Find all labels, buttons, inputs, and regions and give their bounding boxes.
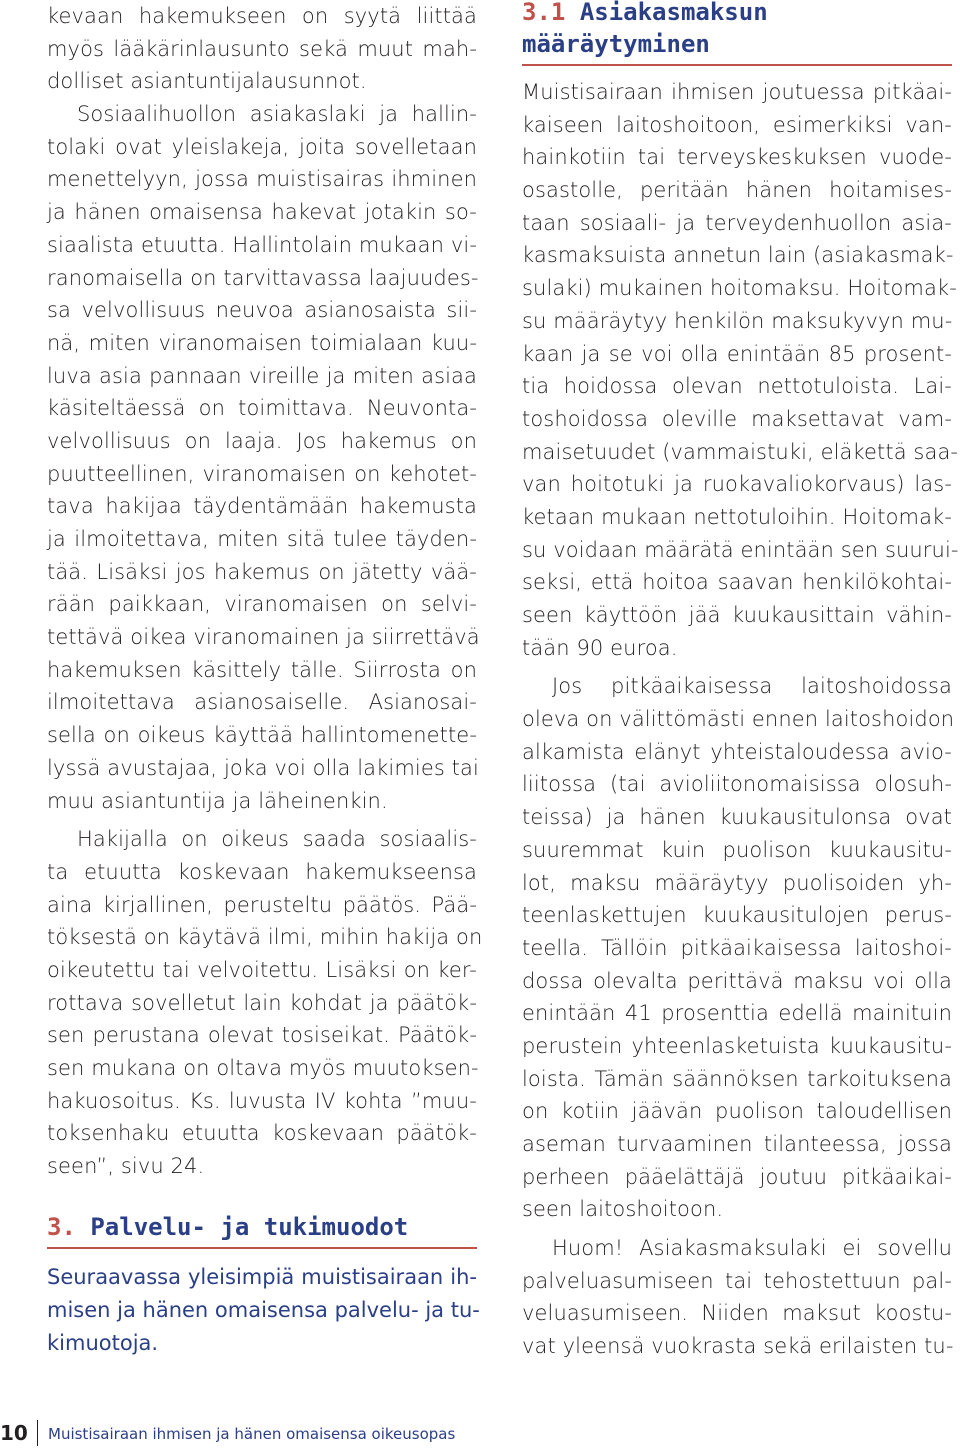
text-line: oleva on välittömästi ennen laitoshoidon xyxy=(522,707,955,732)
text-line: hakuosoitus. Ks. luvusta IV kohta ”muu- xyxy=(47,1088,477,1113)
text-line: Seuraavassa yleisimpiä muistisairaan ih- xyxy=(47,1264,477,1289)
text-line: ranomaisella on tarvittavassa laajuudes- xyxy=(47,265,479,290)
text-line: misen ja hänen omaisensa palvelu- ja tu- xyxy=(47,1297,480,1322)
subsection-heading-rule xyxy=(522,64,952,66)
subsection-title-line: määräytyminen xyxy=(522,30,710,58)
text-line: menettelyyn, jossa muistisairas ihminen xyxy=(47,167,477,192)
text-line: taan sosiaali- ja terveydenhuollon asia- xyxy=(522,210,952,235)
text-line: lot, maksu määräytyy puolisoiden yh- xyxy=(522,870,952,895)
text-line: van hoitotuki ja ruokavaliokorvaus) las- xyxy=(522,472,952,497)
left-column xyxy=(47,0,483,1360)
text-line: Sosiaalihuollon asiakaslaki ja hallin- xyxy=(77,102,477,127)
text-line: ja ilmoitettava, miten sitä tulee täyden- xyxy=(47,527,477,551)
text-line: rään paikkaan, viranomaisen on selvi- xyxy=(47,592,477,617)
text-line: tään 90 euroa. xyxy=(522,635,678,660)
text-line: osastolle, peritään hänen hoitamises- xyxy=(522,178,952,203)
text-line: perheen pääelättäjä joutuu pitkäaikai- xyxy=(522,1164,952,1189)
text-line: alkamista elänyt yhteistaloudessa avio- xyxy=(522,739,952,764)
paragraph-written-decision xyxy=(47,823,483,1183)
text-line: Jos pitkäaikaisessa laitoshoidossa xyxy=(552,674,952,699)
text-line: su voidaan määrätä enintään sen suurui- xyxy=(522,537,959,562)
text-line: sella on oikeus käyttää hallintomenette- xyxy=(47,723,477,748)
text-line: palveluasumiseen tai tehostettuun pal- xyxy=(522,1268,952,1293)
page-number: 10 xyxy=(0,1421,28,1445)
text-line: sen mukana on oltava myös muutoksen- xyxy=(47,1056,479,1080)
page-footer xyxy=(0,1418,960,1448)
text-line: kaiseen laitoshoitoon, esimerkiksi van- xyxy=(522,112,952,137)
text-line: töksestä on käytävä ilmi, mihin hakija on xyxy=(47,925,483,950)
text-line: siaalista etuutta. Hallintolain mukaan vi- xyxy=(47,232,477,257)
text-line: maisetuudet (vammaistuki, eläkettä saa- xyxy=(522,439,959,464)
text-line: perustein yhteenlasketuista kuukausitu- xyxy=(522,1033,952,1058)
publication-title: Muistisairaan ihmisen ja hänen omaisensa oikeusopas xyxy=(48,1425,456,1443)
text-line: enintään 41 prosenttia edellä mainituin xyxy=(522,1001,952,1026)
text-line: kevaan hakemukseen on syytä liittää xyxy=(47,4,477,28)
text-line: dossa olevalta perittävä maksu voi olla xyxy=(522,968,952,993)
text-line: vat yleensä vuokrasta sekä erilaisten tu- xyxy=(522,1334,954,1359)
paragraph-customer-law xyxy=(47,98,480,817)
text-line: seen käyttöön jää kuukausittain vähin- xyxy=(522,603,952,627)
text-line: ketaan mukaan nettotuloihin. Hoitomak- xyxy=(522,504,952,529)
text-line: ja hänen omaisensa hakevat jotakin so- xyxy=(47,200,477,225)
subsection-title-line: Asiakasmaksun xyxy=(579,0,768,26)
text-line: tää. Lisäksi jos hakemus on jätetty vää- xyxy=(47,559,477,584)
text-line: dolliset asiantuntijalausunnot. xyxy=(47,69,367,94)
paragraph-note xyxy=(522,1232,952,1363)
text-line: toshoidossa oleville maksettavat vam- xyxy=(522,406,952,431)
text-line: Huom! Asiakasmaksulaki ei sovellu xyxy=(552,1236,952,1261)
text-line: on kotiin jäävän puolison taloudellisen xyxy=(522,1099,952,1124)
text-line: rottava sovelletut lain kohdat ja päätök- xyxy=(47,990,477,1015)
section-heading xyxy=(47,1211,477,1243)
text-line: lyssä avustajaa, joka voi olla lakimies tai xyxy=(47,755,479,780)
text-line: suuremmat kuin puolison kuukausitu- xyxy=(522,837,952,862)
text-line: teenlaskettujen kuukausitulojen perus- xyxy=(522,903,952,928)
text-line: muu asiantuntija ja läheinenkin. xyxy=(47,788,388,813)
footer-divider xyxy=(37,1420,38,1446)
text-line: teissa) ja hänen kuukausitulonsa ovat xyxy=(522,805,952,830)
subsection-number: 3.1 xyxy=(522,0,566,26)
text-line: Muistisairaan ihmisen joutuessa pitkäai- xyxy=(522,80,952,104)
text-line: seksi, että hoitoa saavan henkilökohtai- xyxy=(522,570,952,595)
text-line: seen laitoshoitoon. xyxy=(522,1197,724,1222)
text-line: oikeutettu tai velvoitettu. Lisäksi on ker- xyxy=(47,957,477,982)
section-title: Palvelu- ja tukimuodot xyxy=(90,1212,409,1241)
text-line: nä, miten viranomaisen toimialaan kuu- xyxy=(47,330,477,355)
section-heading-rule xyxy=(47,1247,477,1249)
text-line: tolaki ovat yleislakeja, joita sovelletaan xyxy=(47,134,477,159)
paragraph-care-fee xyxy=(522,76,959,664)
text-line: kimuotoja. xyxy=(47,1330,159,1355)
text-line: hakemuksen käsittely tälle. Siirrosta on xyxy=(47,657,477,682)
text-line: sen perustana olevat tosiseikat. Päätök- xyxy=(47,1023,477,1048)
text-line: luva asia pannaan vireille ja miten asiaa xyxy=(47,363,477,388)
text-line: veluasumiseen. Niiden maksut koostu- xyxy=(522,1301,952,1326)
text-line: toksenhaku etuutta koskevaan päätök- xyxy=(47,1121,477,1146)
text-line: käsiteltäessä on toimittava. Neuvonta- xyxy=(47,396,477,421)
text-line: teella. Tällöin pitkäaikaisessa laitoshoi- xyxy=(522,935,952,960)
text-line: sulaki) mukainen hoitomaksu. Hoitomak- xyxy=(522,276,957,301)
text-line: puutteellinen, viranomaisen on kehotet- xyxy=(47,461,477,486)
text-line: tava hakijaa täydentämään hakemusta xyxy=(47,494,477,519)
right-column xyxy=(522,0,959,1363)
section-number: 3. xyxy=(47,1212,76,1241)
text-line: seen”, sivu 24. xyxy=(47,1154,205,1179)
text-line: kaan ja se voi olla enintään 85 prosent- xyxy=(522,341,952,366)
text-line: ta etuutta koskevaan hakemukseensa xyxy=(47,859,477,884)
text-line: tia hoidossa olevan nettotuloista. Lai- xyxy=(522,374,952,399)
text-line: liitossa (tai avioliitonomaisissa olosuh- xyxy=(522,772,952,797)
text-line: tettävä oikea viranomainen ja siirrettävä xyxy=(47,625,480,650)
text-line: kasmaksuista annetun lain (asiakasmak- xyxy=(522,243,954,268)
text-line: aina kirjallinen, perusteltu päätös. Pää- xyxy=(47,892,477,917)
text-line: sa velvollisuus neuvoa asianosaista sii- xyxy=(47,298,477,323)
text-line: Hakijalla on oikeus saada sosiaalis- xyxy=(77,827,477,852)
text-line: aseman turvaaminen tilanteessa, jossa xyxy=(522,1132,952,1156)
text-line: su määräytyy henkilön maksukyvyn mu- xyxy=(522,308,953,333)
section-intro xyxy=(47,1261,480,1360)
text-line: myös lääkärinlausunto sekä muut mah- xyxy=(47,36,477,61)
subsection-heading xyxy=(522,0,952,60)
text-line: ilmoitettava asianosaiselle. Asianosai- xyxy=(47,690,477,715)
paragraph-spouse-income xyxy=(522,670,955,1226)
text-line: hainkotiin tai terveyskeskuksen vuode- xyxy=(522,145,952,170)
text-line: velvollisuus on laaja. Jos hakemus on xyxy=(47,428,477,453)
text-line: loista. Tämän säännöksen tarkoituksena xyxy=(522,1066,952,1091)
paragraph-continuation xyxy=(47,0,477,98)
